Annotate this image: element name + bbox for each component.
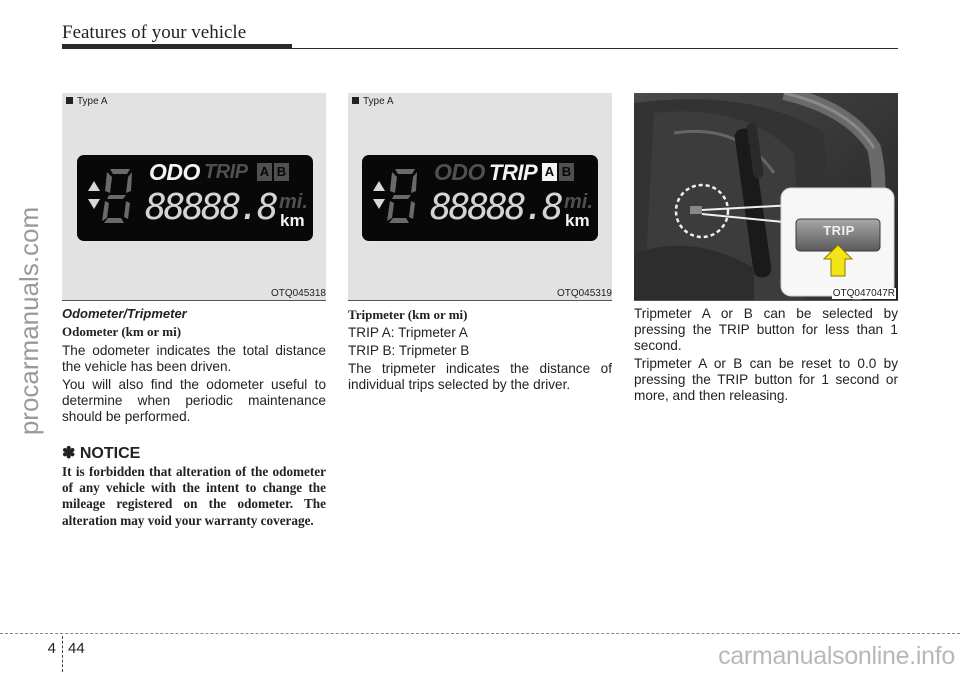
lcd-b-badge: B [559, 163, 574, 181]
figure-caption-rule [62, 300, 326, 301]
figure-trip-button-photo [634, 93, 898, 300]
paragraph-trip-reset: Tripmeter A or B can be reset to 0.0 by pressing the TRIP button for 1 second or more, and then releasing. [634, 356, 898, 403]
lcd-display-odo [77, 155, 313, 241]
section-number: 4 [47, 640, 56, 657]
lcd-digits: 88888.8 [145, 187, 276, 228]
lcd-b-badge: B [274, 163, 289, 181]
lcd-a-badge: A [542, 163, 557, 181]
header-rule [62, 48, 898, 49]
lcd-unit-km: km [565, 211, 590, 230]
bottom-watermark: carmanualsonline.info [718, 642, 955, 670]
trip-button-label: TRIP [823, 223, 855, 238]
square-bullet-icon [352, 97, 359, 104]
trip-b-line: TRIP B: Tripmeter B [348, 343, 470, 358]
lcd-digits: 88888.8 [430, 187, 561, 228]
heading-odometer-tripmeter: Odometer/Tripmeter [62, 306, 187, 321]
figure-code: OTQ045319 [556, 288, 612, 299]
lcd-trip-label: TRIP [489, 160, 538, 185]
side-watermark: procarmanuals.com [14, 206, 44, 436]
instrument-cluster-illustration [634, 93, 898, 300]
square-bullet-icon [66, 97, 73, 104]
lcd-odo-label: ODO [434, 159, 485, 185]
notice-body: It is forbidden that alteration of the odometer of any vehicle with the intent to change the mileage registered on the odometer. The alteration may void your warranty coverage. [62, 464, 326, 528]
lcd-a-badge: A [257, 163, 272, 181]
subheading-tripmeter: Tripmeter (km or mi) [348, 307, 468, 322]
subheading-odometer: Odometer (km or mi) [62, 324, 182, 339]
lcd-unit-mi: mi. [564, 191, 593, 213]
figure-code: OTQ045318 [270, 288, 326, 299]
lcd-display-trip [362, 155, 598, 241]
figure-code: OTQ047047R [832, 288, 895, 299]
figure-type-label: Type A [66, 96, 108, 107]
section-title: Features of your vehicle [62, 22, 247, 43]
paragraph-trip-select: Tripmeter A or B can be selected by pressing the TRIP button for less than 1 second. [634, 306, 898, 353]
notice-title: ✽ NOTICE [62, 445, 141, 462]
footer-rule [0, 633, 960, 634]
lcd-unit-mi: mi. [279, 191, 308, 213]
lcd-odo-label: ODO [149, 159, 200, 185]
figure-caption-rule [348, 300, 612, 301]
paragraph-tripmeter: The tripmeter indicates the distance of individual trips selected by the driver. [348, 361, 612, 392]
footer-divider [62, 636, 63, 672]
paragraph-odometer-2: You will also find the odometer useful to determine when periodic maintenance should be performed. [62, 377, 326, 424]
lcd-unit-km: km [280, 211, 305, 230]
figure-type-label: Type A [352, 96, 394, 107]
page-number: 44 [68, 640, 85, 657]
paragraph-odometer-1: The odometer indicates the total distance the vehicle has been driven. [62, 343, 326, 374]
figure-caption-rule [634, 300, 898, 301]
lcd-trip-label: TRIP [204, 161, 248, 183]
trip-a-line: TRIP A: Tripmeter A [348, 325, 468, 340]
